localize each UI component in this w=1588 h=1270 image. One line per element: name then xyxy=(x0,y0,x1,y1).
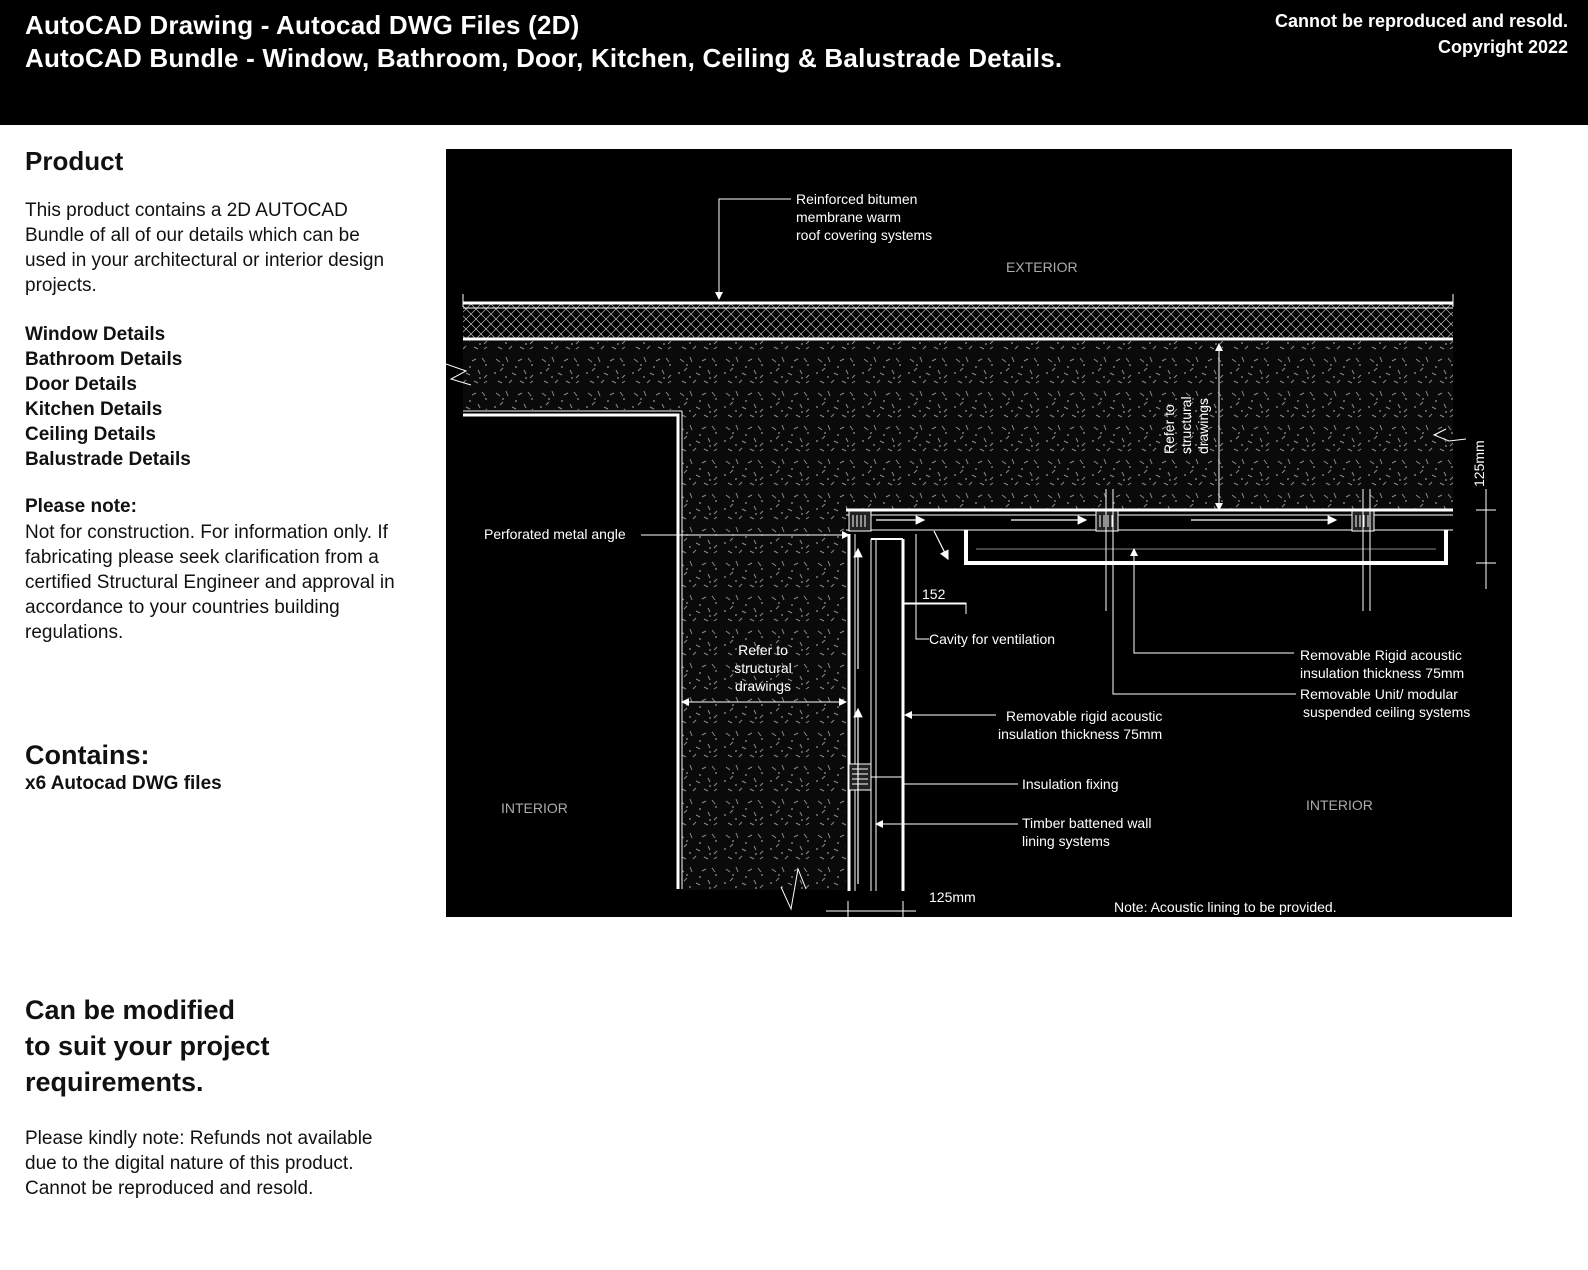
label-insulation-fixing: Insulation fixing xyxy=(1022,776,1119,792)
label-rigid-top-2: insulation thickness 75mm xyxy=(1300,665,1465,681)
wall-lining xyxy=(849,534,903,891)
cad-drawing-svg xyxy=(446,149,1512,917)
header-title-line2: AutoCAD Bundle - Window, Bathroom, Door, Kitchen, Ceiling & Balustrade Details. xyxy=(25,43,1063,73)
details-list xyxy=(25,322,191,472)
modified-line2: to suit your project xyxy=(25,1031,270,1061)
label-rigid-wall-2: insulation thickness 75mm xyxy=(998,726,1163,742)
label-roof-2: membrane warm xyxy=(796,209,902,225)
label-refer-3: drawings xyxy=(734,678,792,694)
label-interior-right: INTERIOR xyxy=(1306,797,1373,813)
label-interior-left: INTERIOR xyxy=(501,800,568,816)
label-dim-125-bottom: 125mm xyxy=(929,889,976,905)
label-refer-v-2: structural xyxy=(1178,396,1194,454)
detail-item: Door Details xyxy=(25,374,137,395)
label-refer-v-3: drawings xyxy=(1195,397,1211,454)
roof-membrane xyxy=(463,294,1453,339)
contains-heading: Contains: xyxy=(25,740,150,770)
label-timber-1: Timber battened wall xyxy=(1022,815,1152,831)
label-roof-3: roof covering systems xyxy=(796,227,933,243)
label-note-acoustic: Note: Acoustic lining to be provided. xyxy=(1114,899,1337,915)
header-copyright: Copyright 2022 xyxy=(1437,37,1568,57)
contains-text: x6 Autocad DWG files xyxy=(25,773,222,794)
label-perforated-angle: Perforated metal angle xyxy=(484,526,626,542)
label-rigid-wall-1: Removable rigid acoustic xyxy=(1006,708,1163,724)
note-label: Please note: xyxy=(25,496,137,517)
label-refer-2: structural xyxy=(734,660,792,676)
header-notice: Cannot be reproduced and resold. xyxy=(1274,11,1568,31)
label-unit-2: suspended ceiling systems xyxy=(1303,704,1471,720)
modified-statement xyxy=(25,992,325,1100)
modified-line3: requirements. xyxy=(25,1067,204,1097)
modified-line1: Can be modified xyxy=(25,995,236,1025)
product-heading: Product xyxy=(25,146,124,176)
detail-item: Window Details xyxy=(25,324,166,345)
cad-drawing xyxy=(446,149,1512,917)
refund-note: Please kindly note: Refunds not available due to the digital nature of this product. Cannot be reproduced and resold. xyxy=(25,1128,373,1199)
note-text: Not for construction. For information only. If fabricating please seek clarification from a certified Structural Engineer and approval in accordance to your countries building regulations. xyxy=(25,522,395,643)
product-description: This product contains a 2D AUTOCAD Bundle of all of our details which can be used in your architectural or interior design projects. xyxy=(25,200,385,296)
header-title-line1: AutoCAD Drawing - Autocad DWG Files (2D) xyxy=(25,10,580,40)
label-rigid-top-1: Removable Rigid acoustic xyxy=(1300,647,1462,663)
label-timber-2: lining systems xyxy=(1022,833,1110,849)
header-banner xyxy=(0,0,1588,125)
label-roof-1: Reinforced bitumen xyxy=(796,191,918,207)
detail-item: Bathroom Details xyxy=(25,349,183,370)
label-unit-1: Removable Unit/ modular xyxy=(1300,686,1458,702)
label-dim-125-vertical: 125mm xyxy=(1471,440,1487,487)
detail-item: Ceiling Details xyxy=(25,424,156,445)
label-refer-v-1: Refer to xyxy=(1161,404,1177,454)
label-cavity: Cavity for ventilation xyxy=(929,631,1056,647)
detail-item: Kitchen Details xyxy=(25,399,163,420)
label-dim-152: 152 xyxy=(922,586,946,602)
detail-item: Balustrade Details xyxy=(25,449,191,470)
label-refer-1: Refer to xyxy=(738,642,788,658)
label-exterior: EXTERIOR xyxy=(1006,259,1078,275)
